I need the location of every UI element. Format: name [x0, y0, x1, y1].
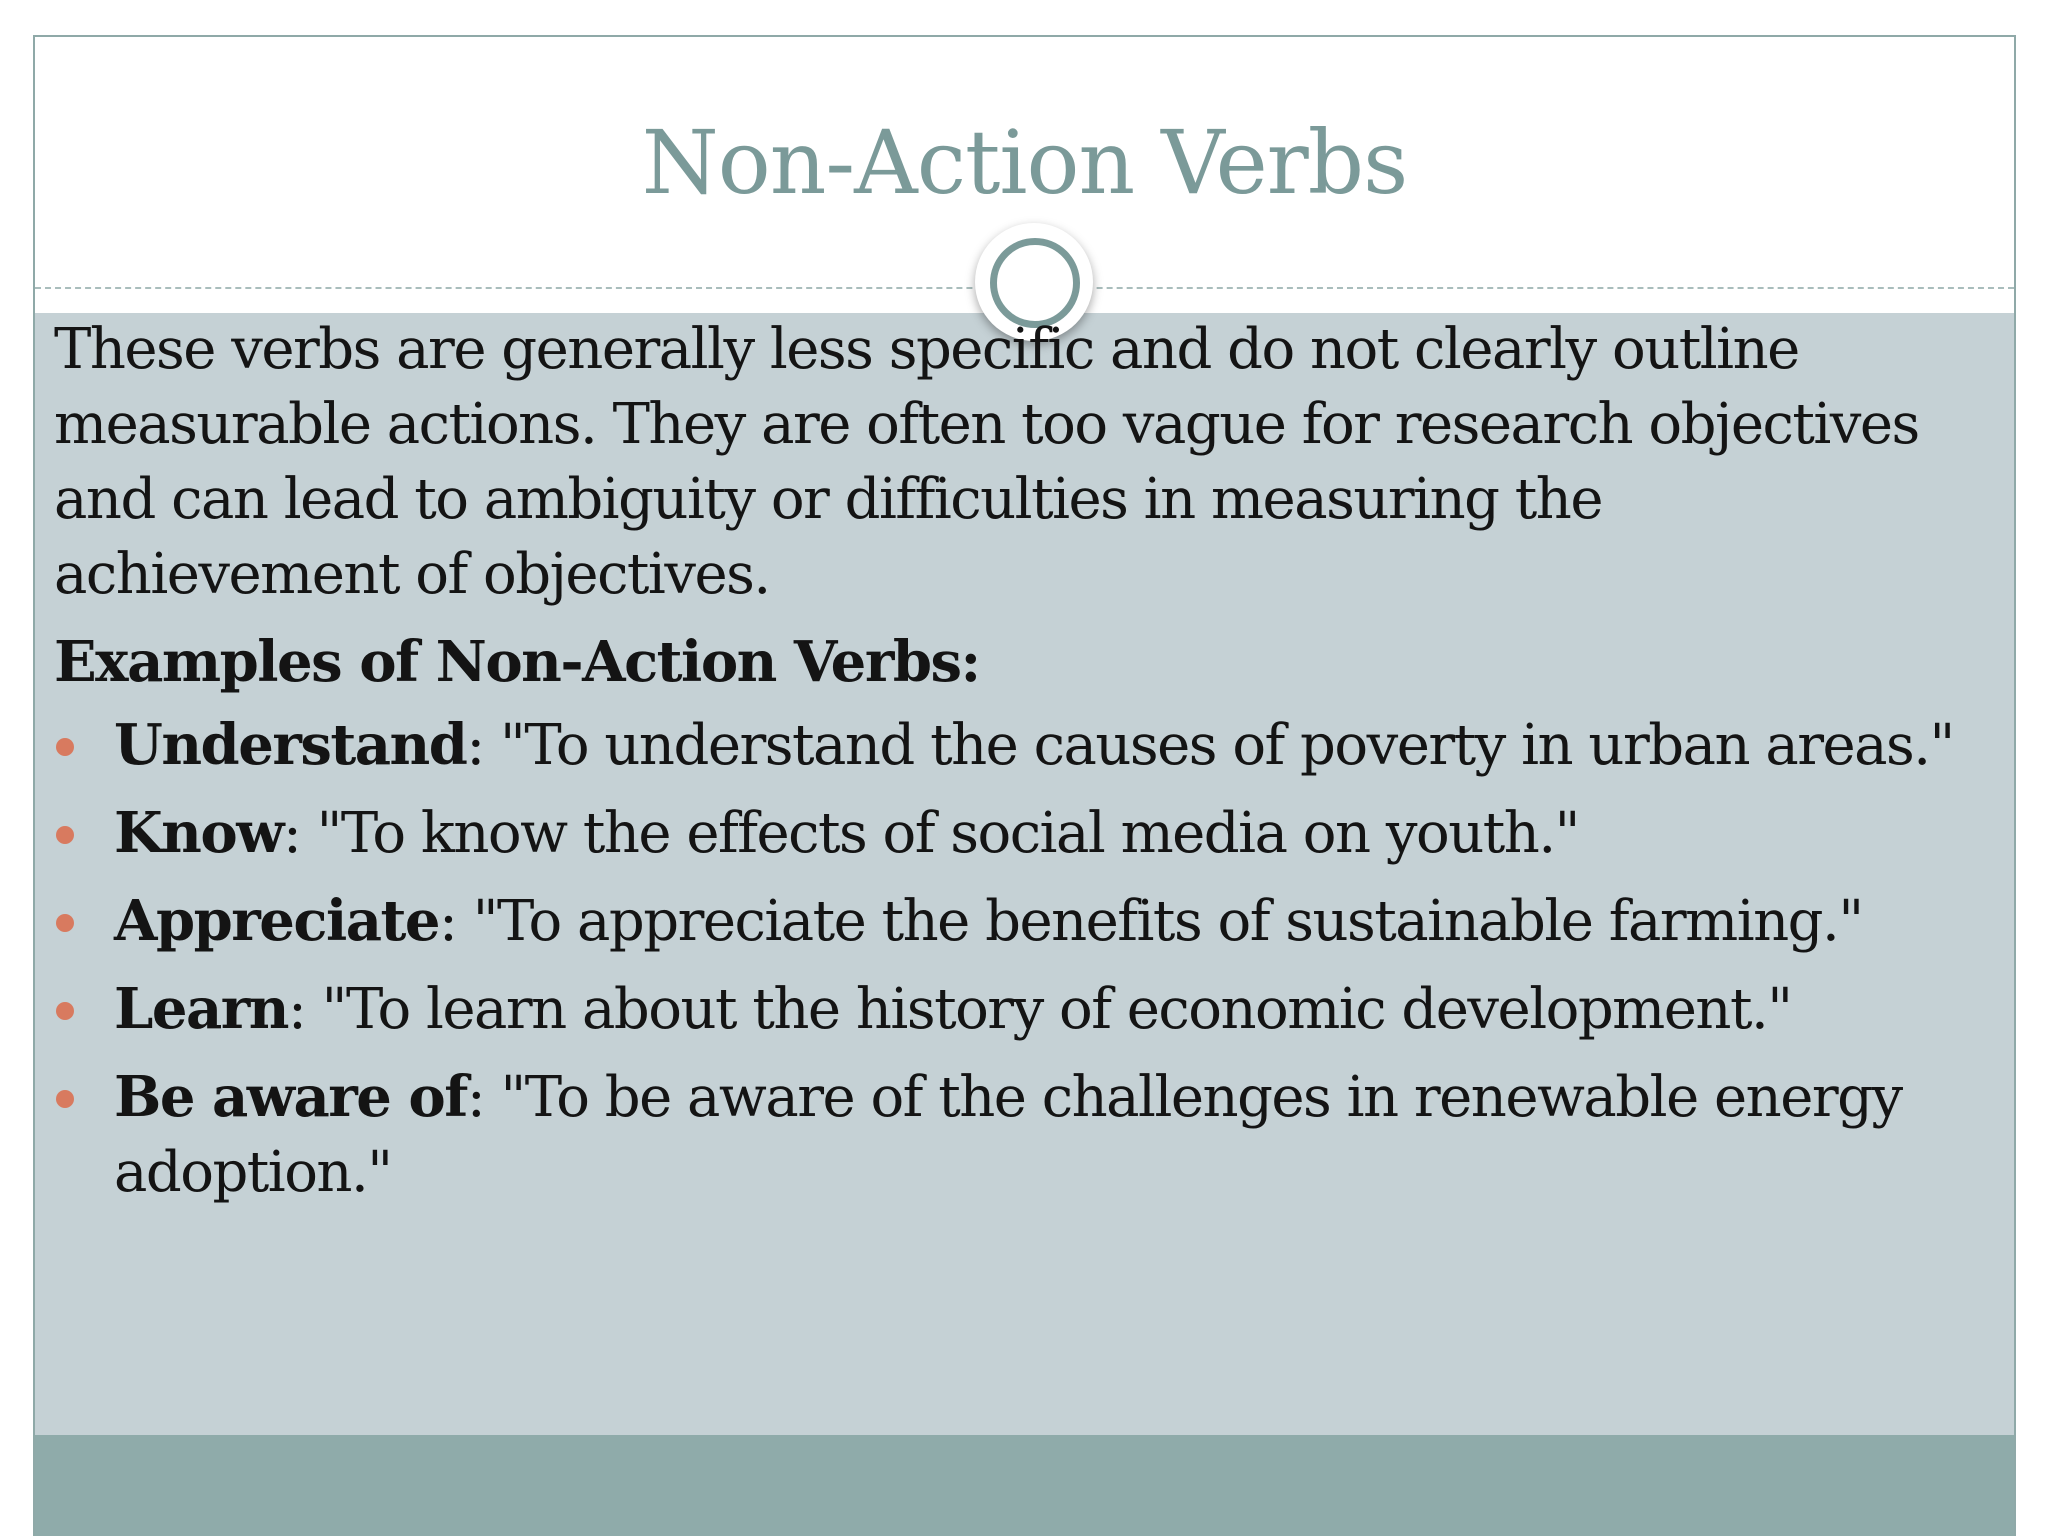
example-sentence: : "To be aware of the challenges in renewable energy adoption." — [114, 1065, 1902, 1205]
example-item-know — [54, 796, 1954, 871]
example-item-learn — [54, 972, 1954, 1047]
example-sentence: : "To appreciate the benefits of sustainable farming." — [439, 889, 1863, 954]
bullet-icon — [56, 738, 74, 756]
example-sentence: : "To know the effects of social media on youth." — [282, 801, 1579, 866]
example-sentence: : "To learn about the history of economic development." — [288, 977, 1792, 1042]
bullet-icon — [56, 1090, 74, 1108]
intro-paragraph: These verbs are generally less specific and do not clearly outline measurable actions. They are often too vague for research objectives and can lead to ambiguity or difficulties in measuring the achievement of objectives. — [54, 317, 1919, 607]
example-item-understand — [54, 708, 1954, 783]
example-item-be-aware-of — [54, 1060, 1954, 1210]
example-verb: Know — [114, 800, 283, 866]
example-item-appreciate — [54, 884, 1954, 959]
slide-body — [54, 312, 1954, 1223]
example-verb: Appreciate — [114, 888, 440, 954]
example-verb: Understand — [114, 712, 467, 778]
footer-band — [35, 1435, 2014, 1536]
example-verb: Be aware of — [114, 1064, 467, 1130]
bullet-icon — [56, 826, 74, 844]
bullet-icon — [56, 914, 74, 932]
example-verb: Learn — [114, 976, 289, 1042]
slide-title: Non-Action Verbs — [641, 111, 1408, 214]
bullet-icon — [56, 1002, 74, 1020]
examples-heading: Examples of Non-Action Verbs: — [54, 629, 980, 695]
examples-list — [54, 708, 1954, 1210]
example-sentence: : "To understand the causes of poverty in urban areas." — [466, 713, 1954, 778]
